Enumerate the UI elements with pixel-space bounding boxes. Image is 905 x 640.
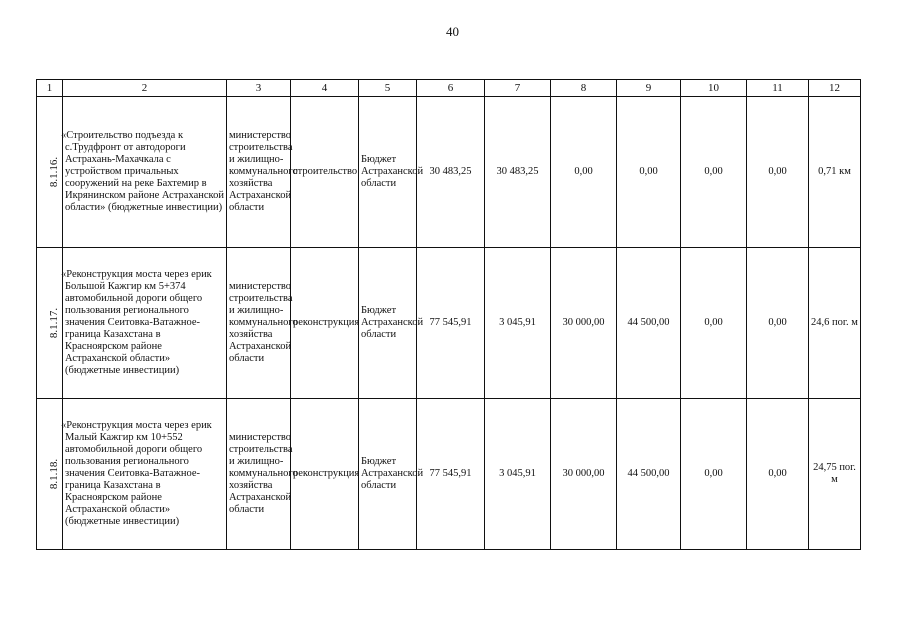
header-cell: 11 xyxy=(747,80,809,97)
header-cell: 7 xyxy=(485,80,551,97)
value-col11: 0,00 xyxy=(747,97,809,248)
work-type-cell: строительство xyxy=(291,97,359,248)
value-col7: 3 045,91 xyxy=(485,248,551,399)
row-number: 8.1.18. xyxy=(48,458,61,490)
header-cell: 6 xyxy=(417,80,485,97)
header-cell: 10 xyxy=(681,80,747,97)
funding-source-cell: Бюджет Астраханской области xyxy=(359,97,417,248)
value-col8: 0,00 xyxy=(551,97,617,248)
header-cell: 1 xyxy=(37,80,63,97)
value-col8: 30 000,00 xyxy=(551,399,617,550)
project-name: «Реконструкция моста через ерик Большой Кажгир км 5+374 автомобильной дороги общего пользования регионального значения Сеитовка-Ватажное-граница Казахстана в Красноярском районе Астраханской области» (бюджетные инвестиции) xyxy=(61,269,212,376)
project-name: «Строительство подъезда к с.Трудфронт от автодороги Астрахань-Махачкала с устройством причальных сооружений на реке Бахтемир в Икрянинском районе Астраханской области» (бюджетные инвестиции) xyxy=(61,130,224,213)
measure-cell: 0,71 км xyxy=(809,97,861,248)
header-cell: 3 xyxy=(227,80,291,97)
header-row xyxy=(37,80,861,97)
funding-source-cell: Бюджет Астраханской области xyxy=(359,399,417,550)
value-col9: 44 500,00 xyxy=(617,399,681,550)
project-name-cell xyxy=(63,399,227,550)
table-row xyxy=(37,248,861,399)
ministry-cell: министерство строительства и жилищно-коммунального хозяйства Астраханской области xyxy=(227,399,291,550)
table-row xyxy=(37,97,861,248)
project-name-cell xyxy=(63,248,227,399)
work-type-cell: реконструкция xyxy=(291,399,359,550)
investment-table xyxy=(36,79,861,550)
ministry-cell: министерство строительства и жилищно-коммунального хозяйства Астраханской области xyxy=(227,97,291,248)
value-col6: 30 483,25 xyxy=(417,97,485,248)
header-cell: 12 xyxy=(809,80,861,97)
row-number-cell xyxy=(37,248,63,399)
work-type-cell: реконструкция xyxy=(291,248,359,399)
value-col11: 0,00 xyxy=(747,248,809,399)
value-col6: 77 545,91 xyxy=(417,399,485,550)
row-number: 8.1.16. xyxy=(48,156,61,188)
value-col10: 0,00 xyxy=(681,97,747,248)
value-col9: 44 500,00 xyxy=(617,248,681,399)
value-col8: 30 000,00 xyxy=(551,248,617,399)
value-col11: 0,00 xyxy=(747,399,809,550)
row-number-cell xyxy=(37,97,63,248)
header-cell: 4 xyxy=(291,80,359,97)
value-col10: 0,00 xyxy=(681,399,747,550)
project-name: «Реконструкция моста через ерик Малый Кажгир км 10+552 автомобильной дороги общего пользования регионального значения Сеитовка-Ватажное-граница Казахстана в Красноярском районе Астраханской области» (бюджетные инвестиции) xyxy=(61,420,212,527)
value-col10: 0,00 xyxy=(681,248,747,399)
value-col7: 3 045,91 xyxy=(485,399,551,550)
header-cell: 2 xyxy=(63,80,227,97)
header-cell: 5 xyxy=(359,80,417,97)
funding-source-cell: Бюджет Астраханской области xyxy=(359,248,417,399)
project-name-cell xyxy=(63,97,227,248)
value-col6: 77 545,91 xyxy=(417,248,485,399)
table-row xyxy=(37,399,861,550)
measure-cell: 24,6 пог. м xyxy=(809,248,861,399)
header-cell: 8 xyxy=(551,80,617,97)
row-number-cell xyxy=(37,399,63,550)
row-number: 8.1.17. xyxy=(48,307,61,339)
page-number: 40 xyxy=(446,24,459,39)
value-col9: 0,00 xyxy=(617,97,681,248)
ministry-cell: министерство строительства и жилищно-коммунального хозяйства Астраханской области xyxy=(227,248,291,399)
value-col7: 30 483,25 xyxy=(485,97,551,248)
measure-cell: 24,75 пог. м xyxy=(809,399,861,550)
header-cell: 9 xyxy=(617,80,681,97)
